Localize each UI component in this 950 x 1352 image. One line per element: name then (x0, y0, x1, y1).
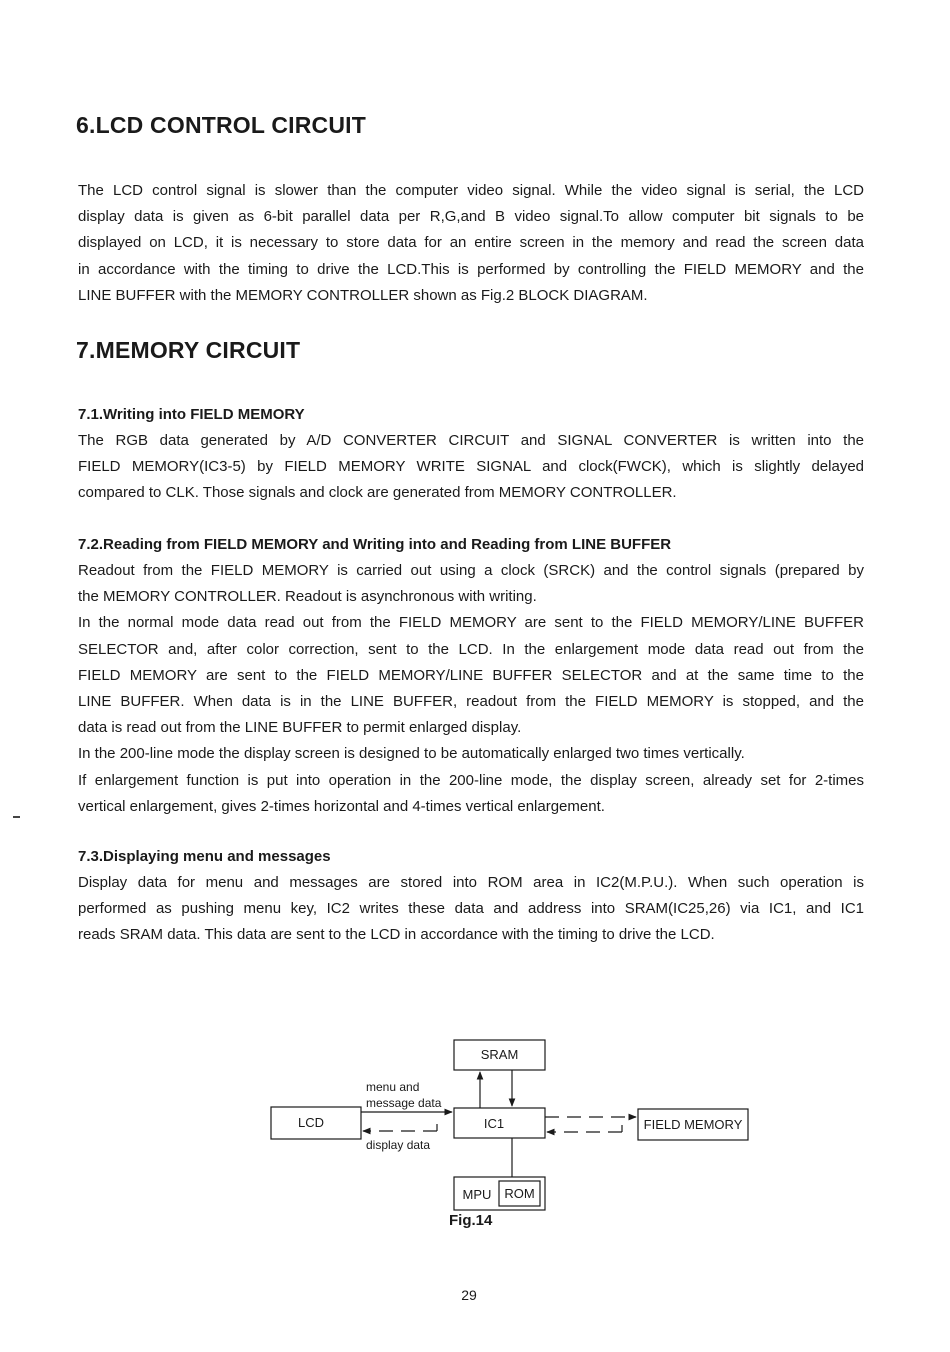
paragraph-line: performed as pushing menu key, IC2 writes these data and address into SRAM(IC25,26) via IC1, and IC1 (78, 900, 864, 918)
mpu-block (454, 1177, 545, 1210)
sram-label: SRAM (480, 1047, 519, 1062)
page-number: 29 (461, 1287, 477, 1303)
paragraph-line: Readout from the FIELD MEMORY is carried out using a clock (SRCK) and the control signals (prepared by (78, 562, 864, 579)
subsection-heading: 7.2.Reading from FIELD MEMORY and Writing into and Reading from LINE BUFFER (78, 536, 672, 553)
paragraph-line: in accordance with the timing to drive the LCD.This is performed by controlling the FIELD MEMORY and the (78, 260, 864, 278)
ic1-block (454, 1108, 545, 1138)
sram-block (454, 1040, 545, 1070)
paragraph-line: The RGB data generated by A/D CONVERTER CIRCUIT and SIGNAL CONVERTER is written into the (78, 432, 864, 449)
paragraph-line: Display data for menu and messages are stored into ROM area in IC2(M.P.U.). When such operation is (78, 874, 864, 891)
paragraph-line: The LCD control signal is slower than the computer video signal. While the video signal is serial, the LCD (78, 182, 864, 199)
figure-caption: Fig.14 (449, 1212, 493, 1229)
mpu-label: MPU (462, 1187, 492, 1202)
lcd-label: LCD (297, 1115, 325, 1130)
paragraph-line: In the normal mode data read out from the FIELD MEMORY are sent to the FIELD MEMORY/LINE BUFFER (78, 614, 864, 632)
paragraph-line: FIELD MEMORY are sent to the FIELD MEMORY/LINE BUFFER SELECTOR and at the same time to the (78, 666, 864, 684)
paragraph-line: In the 200-line mode the display screen is designed to be automatically enlarged two times vertically. (78, 745, 745, 763)
paragraph-line: the MEMORY CONTROLLER. Readout is asynchronous with writing. (78, 588, 537, 606)
ic1-label: IC1 (483, 1116, 505, 1131)
rom-label: ROM (504, 1186, 535, 1201)
paragraph-line: SELECTOR and, after color correction, sent to the LCD. In the enlargement mode data read out from the (78, 640, 864, 658)
subsection-heading: 7.1.Writing into FIELD MEMORY (78, 406, 305, 423)
paragraph-line: display data is given as 6-bit parallel data per R,G,and B video signal.To allow computer bit signals to be (78, 208, 864, 226)
paragraph-line: displayed on LCD, it is necessary to store data for an entire screen in the memory and read the screen data (78, 234, 864, 252)
subsection-heading: 7.3.Displaying menu and messages (78, 848, 331, 865)
display-data-label: display data (366, 1138, 431, 1152)
paragraph-line: vertical enlargement, gives 2-times horizontal and 4-times vertical enlargement. (78, 797, 605, 815)
paragraph-line: FIELD MEMORY(IC3-5) by FIELD MEMORY WRITE SIGNAL and clock(FWCK), which is slightly delayed (78, 458, 864, 476)
paragraph-line: If enlargement function is put into operation in the 200-line mode, the display screen, already set for 2-times (78, 771, 864, 789)
lcd-block (271, 1107, 361, 1139)
menu-data-label: menu and (366, 1080, 420, 1094)
paragraph-line: LINE BUFFER. When data is in the LINE BUFFER, readout from the FIELD MEMORY is stopped, and the (78, 693, 864, 711)
menu-data-label: message data (366, 1096, 442, 1110)
paragraph-line: compared to CLK. Those signals and clock are generated from MEMORY CONTROLLER. (78, 484, 677, 502)
paragraph-line: LINE BUFFER with the MEMORY CONTROLLER shown as Fig.2 BLOCK DIAGRAM. (78, 286, 648, 304)
section-heading: 6.LCD CONTROL CIRCUIT (76, 112, 366, 138)
field-memory-block (638, 1109, 748, 1140)
paragraph-line: data is read out from the LINE BUFFER to permit enlarged display. (78, 719, 522, 737)
field-memory-label: FIELD MEMORY (643, 1117, 743, 1132)
paragraph-line: reads SRAM data. This data are sent to the LCD in accordance with the timing to drive the LCD. (78, 926, 715, 944)
section-heading: 7.MEMORY CIRCUIT (76, 337, 301, 363)
